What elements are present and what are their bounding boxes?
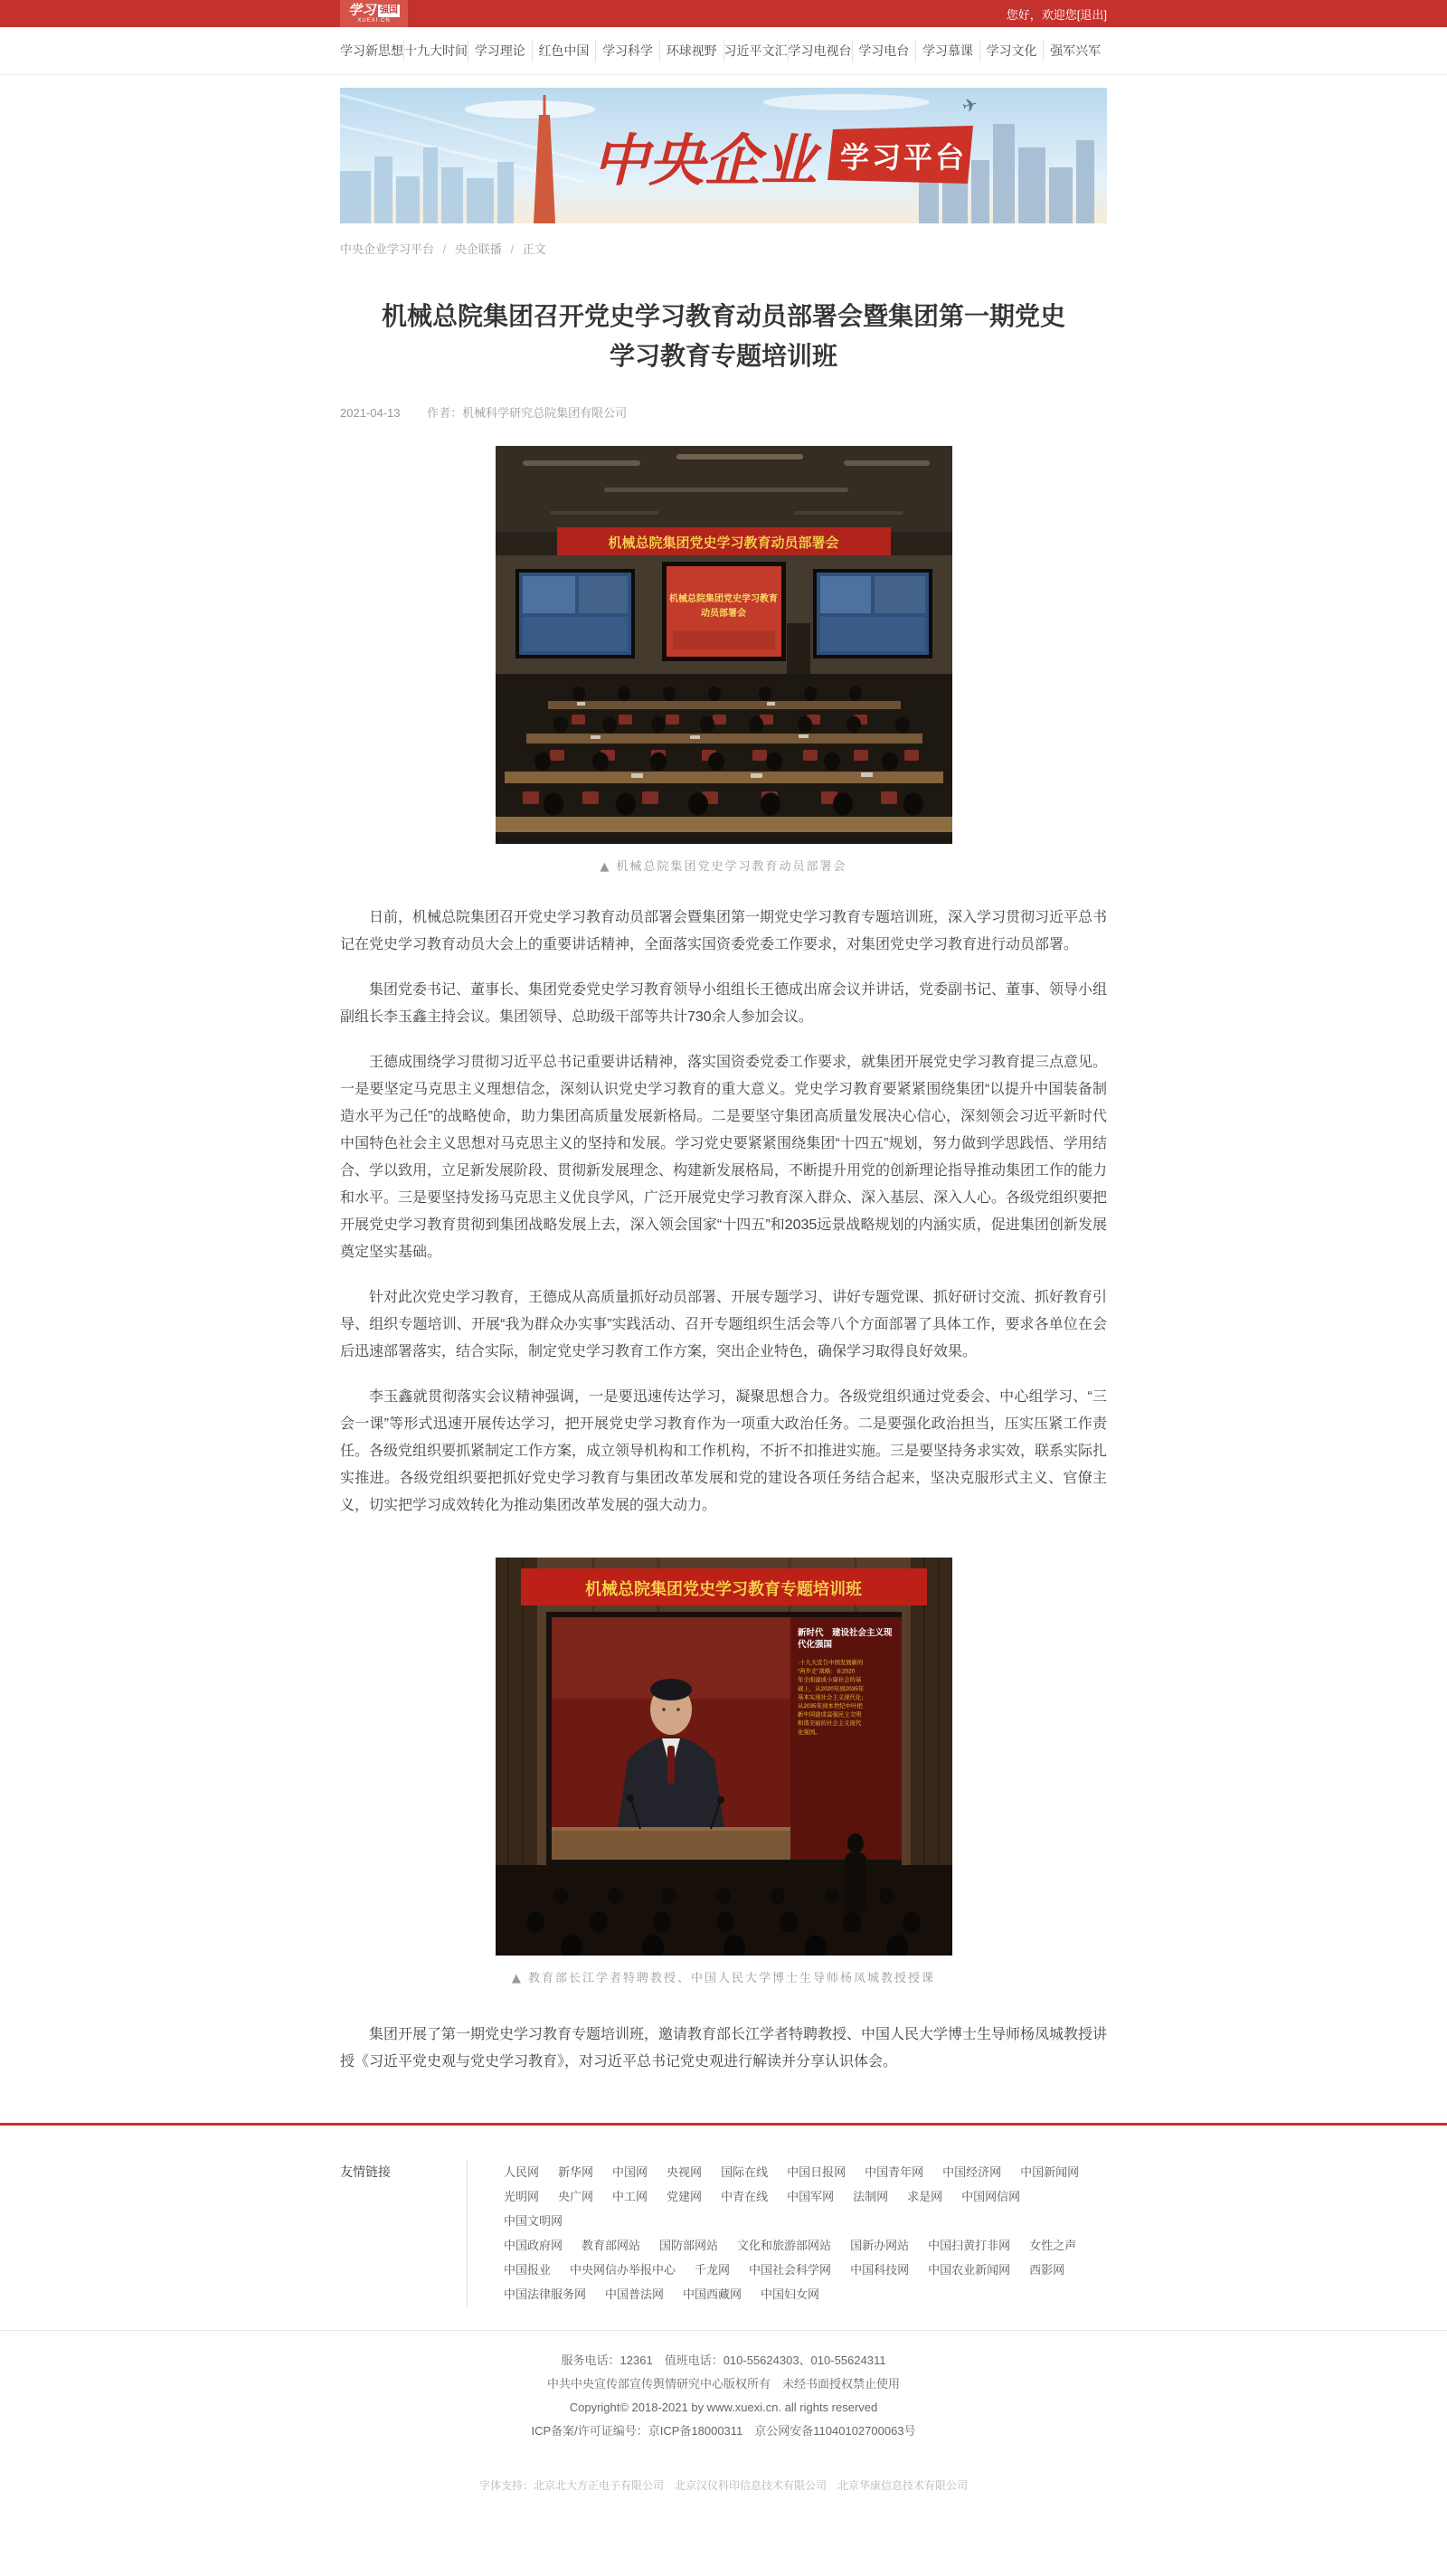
nav-items <box>340 27 1107 74</box>
speaker-tie <box>667 1746 675 1784</box>
svg-text:年全面建成小康社会的基: 年全面建成小康社会的基 <box>797 1677 861 1684</box>
breadcrumb-separator: / <box>442 242 447 256</box>
article-closing-paragraph: 集团开展了第一期党史学习教育专题培训班，邀请教育部长江学者特聘教授、中国人民大学博士生导师杨凤城教授讲授《习近平党史观与党史学习教育》，对习近平总书记党史观进行解读并分享认识体会。 <box>340 2027 1108 2069</box>
publish-date: 2021-04-13 <box>340 406 401 420</box>
svg-text:基本实现社会主义现代化；: 基本实现社会主义现代化； <box>797 1694 867 1701</box>
footer-link[interactable]: 中国青年网 <box>865 2165 924 2179</box>
nav-item[interactable]: 红色中国 <box>533 39 597 62</box>
nav-item[interactable]: 环球视野 <box>660 39 724 62</box>
font-support-line: 字体支持：北京北大方正电子有限公司 北京汉仪科印信息技术有限公司 北京华康信息技术有限公司 <box>478 2479 968 2492</box>
article-body <box>340 904 1107 1520</box>
footer-link[interactable]: 中国网 <box>612 2165 648 2179</box>
footer-link[interactable]: 新华网 <box>558 2165 594 2179</box>
svg-text:·十九大宣告中国发展新的: ·十九大宣告中国发展新的 <box>797 1660 863 1666</box>
footer-link[interactable]: 中国普法网 <box>605 2287 665 2301</box>
footer-link[interactable]: 中央网信办举报中心 <box>570 2263 676 2277</box>
figure-2 <box>496 1558 952 1985</box>
slide-panel <box>790 1617 902 1860</box>
friend-links-label: 友情链接 <box>340 2164 391 2179</box>
top-bar <box>0 0 1447 27</box>
slide-title-line2: 动员部署会 <box>700 609 746 619</box>
footer-link[interactable]: 中国科技网 <box>850 2263 910 2277</box>
svg-text:“两步走”战略：在2020: “两步走”战略：在2020 <box>797 1668 855 1675</box>
article-meta <box>340 403 1107 421</box>
site-info <box>0 2331 1447 2443</box>
friend-links-row <box>504 2184 1107 2233</box>
plane-icon: ✈ <box>960 94 980 118</box>
svg-text:化强国。: 化强国。 <box>797 1728 821 1736</box>
logo-domain-text: XUEXI.CN <box>357 18 391 24</box>
footer-link[interactable]: 求是网 <box>907 2190 943 2203</box>
breadcrumb-current: 正文 <box>522 242 546 256</box>
cloud <box>763 94 930 110</box>
training-banner-text: 机械总院集团党史学习教育专题培训班 <box>584 1580 862 1598</box>
figure-2-caption: ▲ 教育部长江学者特聘教授、中国人民大学博士生导师杨凤城教授授课 <box>511 1972 936 1985</box>
footer-link[interactable]: 国防部网站 <box>659 2239 719 2252</box>
breadcrumb-section[interactable]: 央企联播 <box>454 242 502 256</box>
footer-link[interactable]: 中国法律服务网 <box>504 2287 587 2301</box>
standing-lecturer <box>845 1833 866 1912</box>
footer-link[interactable]: 法制网 <box>853 2190 889 2203</box>
nav-item[interactable]: 学习文化 <box>980 39 1045 62</box>
logo-block-text: 强国 <box>380 5 399 15</box>
svg-text:代化强国: 代化强国 <box>797 1640 832 1650</box>
friend-links-row <box>504 2258 1107 2282</box>
main-nav <box>0 27 1447 75</box>
right-screen <box>813 569 932 658</box>
speaker-hair <box>650 1679 692 1700</box>
welcome-area <box>1007 5 1107 23</box>
article-paragraph: 王德成围绕学习贯彻习近平总书记重要讲话精神，落实国资委党委工作要求，就集团开展党史学习教育提三点意见。一是要坚定马克思主义理想信念，深刻认识党史学习教育的重大意义。党史学习教育要紧紧围绕集团“以提升中国装备制造水平为己任”的战略使命，助力集团高质量发展新格局。二是要坚守集团高质量发展决心信心，深刻领会习近平新时代中国特色社会主义思想对马克思主义的坚持和发展。学习党史要紧紧围绕集团“十四五”规划，努力做到学思践悟、学用结合、学以致用，立足新发展阶段、贯彻新发展理念、构建新发展格局，不断提升用党的创新理论指导推动集团工作的能力和水平。三是要坚持发扬马克思主义优良学风，广泛开展党史学习教育深入群众、深入基层、深入人心。各级党组织要把开展党史学习教育贯彻到集团战略发展上去，深入领会国家“十四五”和2035远景战略规划的内涵实质，促进集团创新发展奠定坚实基础。 <box>340 1055 1108 1260</box>
speaker-video <box>552 1617 790 1860</box>
nav-item[interactable]: 学习新思想 <box>340 39 404 62</box>
figure-1-caption: ▲ 机械总院集团党史学习教育动员部署会 <box>600 860 847 874</box>
site-info-line: Copyright© 2018-2021 by www.xuexi.cn. all rights reserved <box>569 2401 878 2414</box>
podium <box>787 623 810 676</box>
site-info-line: 中共中央宣传部宣传舆情研究中心版权所有 未经书面授权禁止使用 <box>546 2377 900 2391</box>
top-bar-inner <box>340 0 1107 27</box>
center-screen <box>662 562 786 661</box>
footer-link[interactable]: 中国经济网 <box>942 2165 1002 2179</box>
svg-text:和谐美丽的社会主义现代: 和谐美丽的社会主义现代 <box>797 1720 861 1728</box>
svg-text:新时代 建设社会主义现: 新时代 建设社会主义现 <box>797 1628 893 1638</box>
meeting-banner-text: 机械总院集团党史学习教育动员部署会 <box>607 535 839 551</box>
author-name: 机械科学研究总院集团有限公司 <box>462 406 628 420</box>
nav-item[interactable]: 学习理论 <box>468 39 533 62</box>
footer-link[interactable]: 中国社会科学网 <box>749 2263 832 2277</box>
footer-link[interactable]: 中国农业新闻网 <box>928 2263 1011 2277</box>
article-paragraph: 日前，机械总院集团召开党史学习教育动员部署会暨集团第一期党史学习教育专题培训班，深入学习贯彻习近平总书记在党史学习教育动员大会上的重要讲话精神，全面落实国资委党委工作要求，对集团党史学习教育进行动员部署。 <box>340 910 1108 952</box>
site-info-line: 服务电话：12361 值班电话：010-55624303、010-55624311 <box>561 2353 886 2367</box>
platform-banner <box>340 88 1107 223</box>
footer-link[interactable]: 光明网 <box>504 2190 540 2203</box>
friend-links-list <box>467 2160 1107 2306</box>
footer-link[interactable]: 中国政府网 <box>504 2239 563 2252</box>
greeting-text: 您好，欢迎您 <box>1006 7 1077 22</box>
friend-links-row <box>504 2282 1107 2306</box>
footer-link[interactable]: 人民网 <box>504 2165 540 2179</box>
left-screen <box>515 569 635 658</box>
slide-title-line1: 机械总院集团党史学习教育 <box>668 594 778 604</box>
footer-link[interactable]: 中工网 <box>612 2190 648 2203</box>
footer-link[interactable]: 国际在线 <box>721 2165 769 2179</box>
footer-link[interactable]: 千龙网 <box>695 2263 731 2277</box>
banner-illustration <box>340 88 1107 223</box>
svg-text:新中国建成富强民主文明: 新中国建成富强民主文明 <box>797 1711 861 1719</box>
footer-link[interactable]: 央广网 <box>558 2190 594 2203</box>
nav-item[interactable]: 强军兴军 <box>1050 43 1102 58</box>
article-photo-meeting <box>496 446 952 844</box>
footer-link[interactable]: 中国日报网 <box>787 2165 846 2179</box>
site-info-line: ICP备案/许可证编号：京ICP备18000311 京公网安备11040102700063号 <box>531 2424 916 2438</box>
svg-text:从2035年到本世纪中叶把: 从2035年到本世纪中叶把 <box>797 1703 863 1709</box>
logout-link[interactable]: [退出] <box>1076 7 1107 22</box>
svg-text:础上，从2020年到2035年: 础上，从2020年到2035年 <box>797 1685 864 1692</box>
video-podium <box>552 1831 790 1860</box>
article-photo-training <box>496 1558 952 1956</box>
logo-row <box>348 4 400 17</box>
footer-link[interactable]: 中国西藏网 <box>683 2287 742 2301</box>
footer-link[interactable]: 中青在线 <box>721 2190 769 2203</box>
footer-link[interactable]: 教育部网站 <box>582 2239 641 2252</box>
xuexi-logo[interactable] <box>340 0 408 27</box>
friend-links-row <box>504 2160 1107 2184</box>
article-paragraph: 针对此次党史学习教育，王德成从高质量抓好动员部署、开展专题学习、讲好专题党课、抓好研讨交流、抓好教育引导、组织专题培训、开展“我为群众办实事”实践活动、召开专题组织生活会等八个方面部署了具体工作，要求各单位在会后迅速部署落实，结合实际，制定党史学习教育工作方案，突出企业特色，确保学习取得良好效果。 <box>340 1290 1108 1359</box>
author-area <box>427 406 627 420</box>
footer-link[interactable]: 西影网 <box>1029 2263 1065 2277</box>
footer-link[interactable]: 中国新闻网 <box>1020 2165 1080 2179</box>
figure-1 <box>496 446 952 874</box>
article-title: 机械总院集团召开党史学习教育动员部署会暨集团第一期党史学习教育专题培训班 <box>381 302 1065 370</box>
nav-item[interactable]: 十九大时间 <box>404 39 468 62</box>
nav-item[interactable]: 学习慕课 <box>916 39 980 62</box>
footer-link[interactable]: 中国网信网 <box>961 2190 1021 2203</box>
breadcrumb-separator: / <box>510 242 515 256</box>
footer-link[interactable]: 文化和旅游部网站 <box>737 2239 832 2252</box>
nav-item[interactable]: 学习科学 <box>596 39 660 62</box>
nav-item[interactable]: 学习电视台 <box>789 39 853 62</box>
footer-link[interactable]: 国新办网站 <box>850 2239 910 2252</box>
footer-link[interactable]: 党建网 <box>667 2190 703 2203</box>
banner-title-main: 中央企业 <box>592 128 818 194</box>
nav-item[interactable]: 习近平文汇 <box>724 39 789 62</box>
friend-links-row <box>504 2233 1107 2258</box>
article-paragraph: 集团党委书记、董事长、集团党委党史学习教育领导小组组长王德成出席会议并讲话，党委副书记、董事、领导小组副组长李玉鑫主持会议。集团领导、总助级干部等共计730余人参加会议。 <box>340 982 1108 1025</box>
footer-link[interactable]: 中国妇女网 <box>761 2287 820 2301</box>
cloud <box>465 100 595 118</box>
logo-script-text: 学习 <box>348 2 376 18</box>
footer-link[interactable]: 中国扫黄打非网 <box>928 2239 1011 2252</box>
author-label: 作者： <box>427 406 463 420</box>
breadcrumb-platform[interactable]: 中央企业学习平台 <box>340 242 435 256</box>
footer-link[interactable]: 中国军网 <box>787 2190 835 2203</box>
footer-link[interactable]: 中国文明网 <box>504 2214 563 2228</box>
breadcrumb <box>340 240 1107 257</box>
article-paragraph: 李玉鑫就贯彻落实会议精神强调，一是要迅速传达学习，凝聚思想合力。各级党组织通过党委会、中心组学习、“三会一课”等形式迅速开展传达学习，把开展党史学习教育作为一项重大政治任务。二是要强化政治担当，压实压紧工作责任。各级党组织要抓紧制定工作方案，成立领导机构和工作机构，不折不扣推进实施。三是要坚持务求实效，联系实际扎实推进。各级党组织要把抓好党史学习教育与集团改革发展和党的建设各项任务结合起来，坚决克服形式主义、官僚主义，切实把学习成效转化为推动集团改革发展的强大动力。 <box>340 1389 1108 1513</box>
friend-links-section <box>340 2126 1107 2330</box>
nav-item[interactable]: 学习电台 <box>853 39 917 62</box>
banner-title-sub: 学习平台 <box>840 141 968 174</box>
footer-link[interactable]: 中国报业 <box>504 2263 552 2277</box>
article <box>340 297 1107 2076</box>
footer-link[interactable]: 央视网 <box>667 2165 703 2179</box>
footer-link[interactable]: 女性之声 <box>1029 2239 1077 2252</box>
